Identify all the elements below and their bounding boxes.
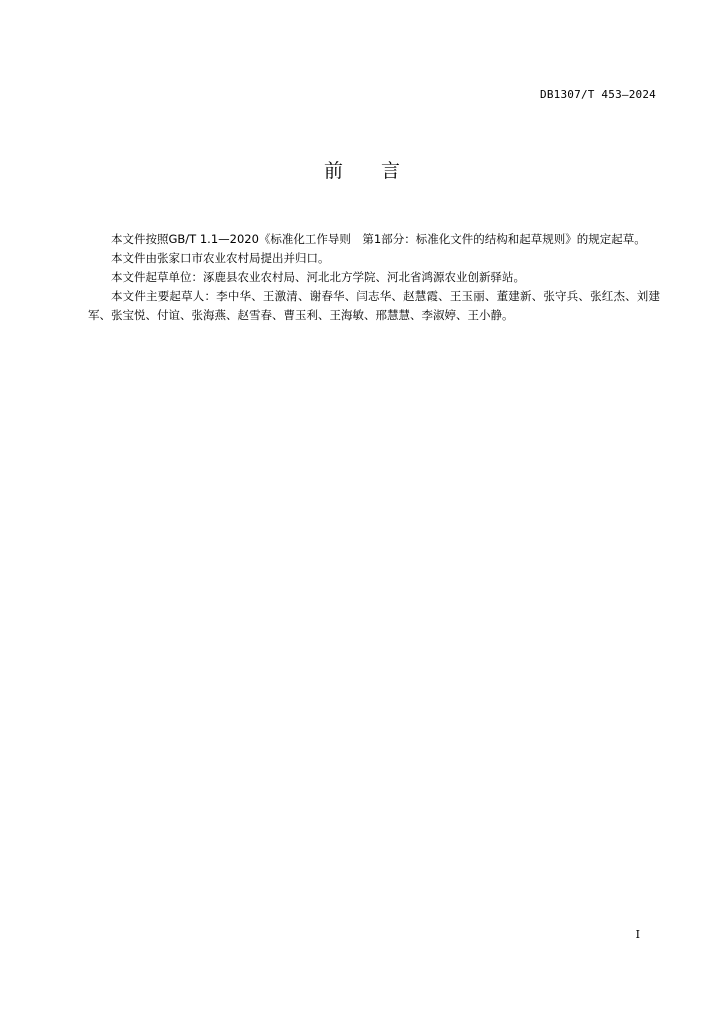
- document-code: DB1307/T 453—2024: [540, 88, 656, 101]
- paragraph-proposer: 本文件由张家口市农业农村局提出并归口。: [111, 251, 330, 265]
- page-title: 前言: [323, 160, 438, 182]
- paragraph-drafting-basis: 本文件按照GB/T 1.1—2020《标准化工作导则 第1部分：标准化文件的结构和起草规则》的规定起草。: [111, 232, 646, 246]
- foreword-body: [88, 230, 660, 325]
- paragraph-drafting-units: 本文件起草单位：涿鹿县农业农村局、河北北方学院、河北省鸿源农业创新驿站。: [111, 270, 525, 284]
- page-number: I: [635, 928, 640, 941]
- paragraph-drafters: 本文件主要起草人：李中华、王激清、谢春华、闫志华、赵慧霞、王玉丽、董建新、张守兵、张红杰、刘建军、张宝悦、付谊、张海燕、赵雪春、曹玉利、王海敏、邢慧慧、李淑婷、王小静。: [88, 289, 660, 322]
